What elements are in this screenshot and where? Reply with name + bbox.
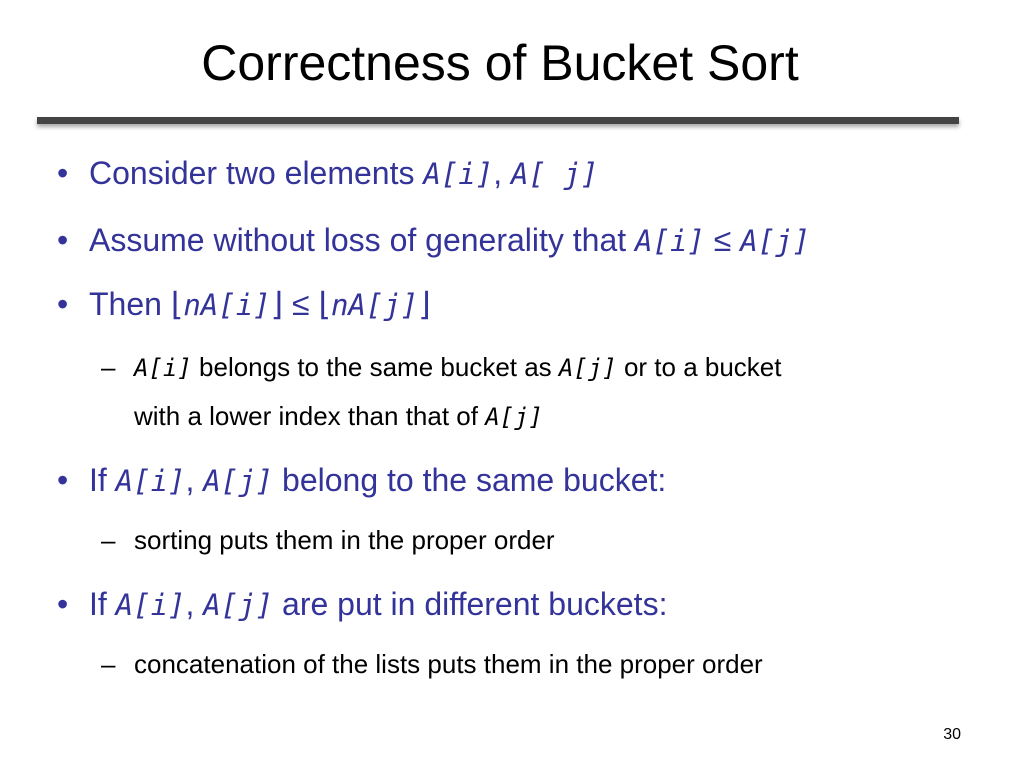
code-a-i: A[i] (134, 354, 192, 382)
code-a-i: A[i] (115, 464, 186, 498)
sub-marker: – (101, 352, 116, 382)
bullet-text: are put in different buckets: (273, 586, 668, 622)
bullet-then (57, 284, 431, 325)
sub-belongs-line2 (134, 393, 543, 440)
bullet-text: If (89, 462, 116, 498)
floor-open-symbol: ⌊ (318, 285, 331, 323)
sub-text: sorting puts them in the proper order (134, 525, 555, 555)
bullet-text: Then (89, 286, 171, 322)
sub-text: belongs to the same bucket as (191, 352, 559, 382)
code-a-j: A[ j] (511, 157, 599, 191)
code-a-i: A[i] (115, 588, 186, 622)
bullet-different-buckets (57, 584, 668, 625)
code-n-a-i: nA[i] (183, 288, 271, 322)
code-a-j: A[j] (740, 224, 811, 258)
code-a-i: A[i] (635, 224, 705, 258)
bullet-text: Assume without loss of generality that (89, 222, 636, 258)
code-a-j: A[j] (485, 403, 543, 431)
page-number: 30 (943, 726, 961, 743)
code-n-a-j: nA[j] (330, 288, 419, 322)
floor-close-symbol: ⌋ (418, 285, 431, 323)
sub-text: or to a bucket (616, 352, 782, 382)
sub-sorting (101, 517, 555, 563)
bullet-text: If (89, 586, 116, 622)
bullet-marker: • (57, 155, 69, 191)
code-a-i: A[i] (423, 157, 494, 191)
separator: , (493, 155, 511, 191)
code-a-j: A[j] (203, 464, 274, 498)
leq-operator: ≤ (704, 222, 741, 258)
bullet-assume (57, 220, 811, 261)
bullet-marker: • (57, 586, 69, 622)
sub-belongs-line1 (101, 344, 782, 391)
bullet-text: Consider two elements (89, 155, 424, 191)
sub-marker: – (101, 649, 116, 679)
sub-marker: – (101, 525, 116, 555)
sub-text: concatenation of the lists puts them in the proper order (134, 649, 763, 679)
bullet-marker: • (57, 286, 69, 322)
bullet-marker: • (57, 462, 69, 498)
leq-operator: ≤ (283, 286, 319, 322)
floor-close-symbol: ⌋ (270, 285, 284, 323)
bullet-marker: • (57, 222, 69, 258)
slide-title: Correctness of Bucket Sort (201, 35, 799, 91)
floor-open-symbol: ⌊ (170, 285, 184, 323)
sub-text: with a lower index than that of (134, 401, 486, 431)
title-divider (37, 117, 959, 124)
separator: , (185, 586, 204, 622)
bullet-same-bucket (57, 460, 667, 501)
separator: , (185, 462, 204, 498)
code-a-j: A[j] (203, 588, 274, 622)
bullet-consider (57, 153, 599, 194)
bullet-text: belong to the same bucket: (273, 462, 667, 498)
code-a-j: A[j] (558, 354, 617, 382)
sub-concatenation (101, 641, 763, 687)
